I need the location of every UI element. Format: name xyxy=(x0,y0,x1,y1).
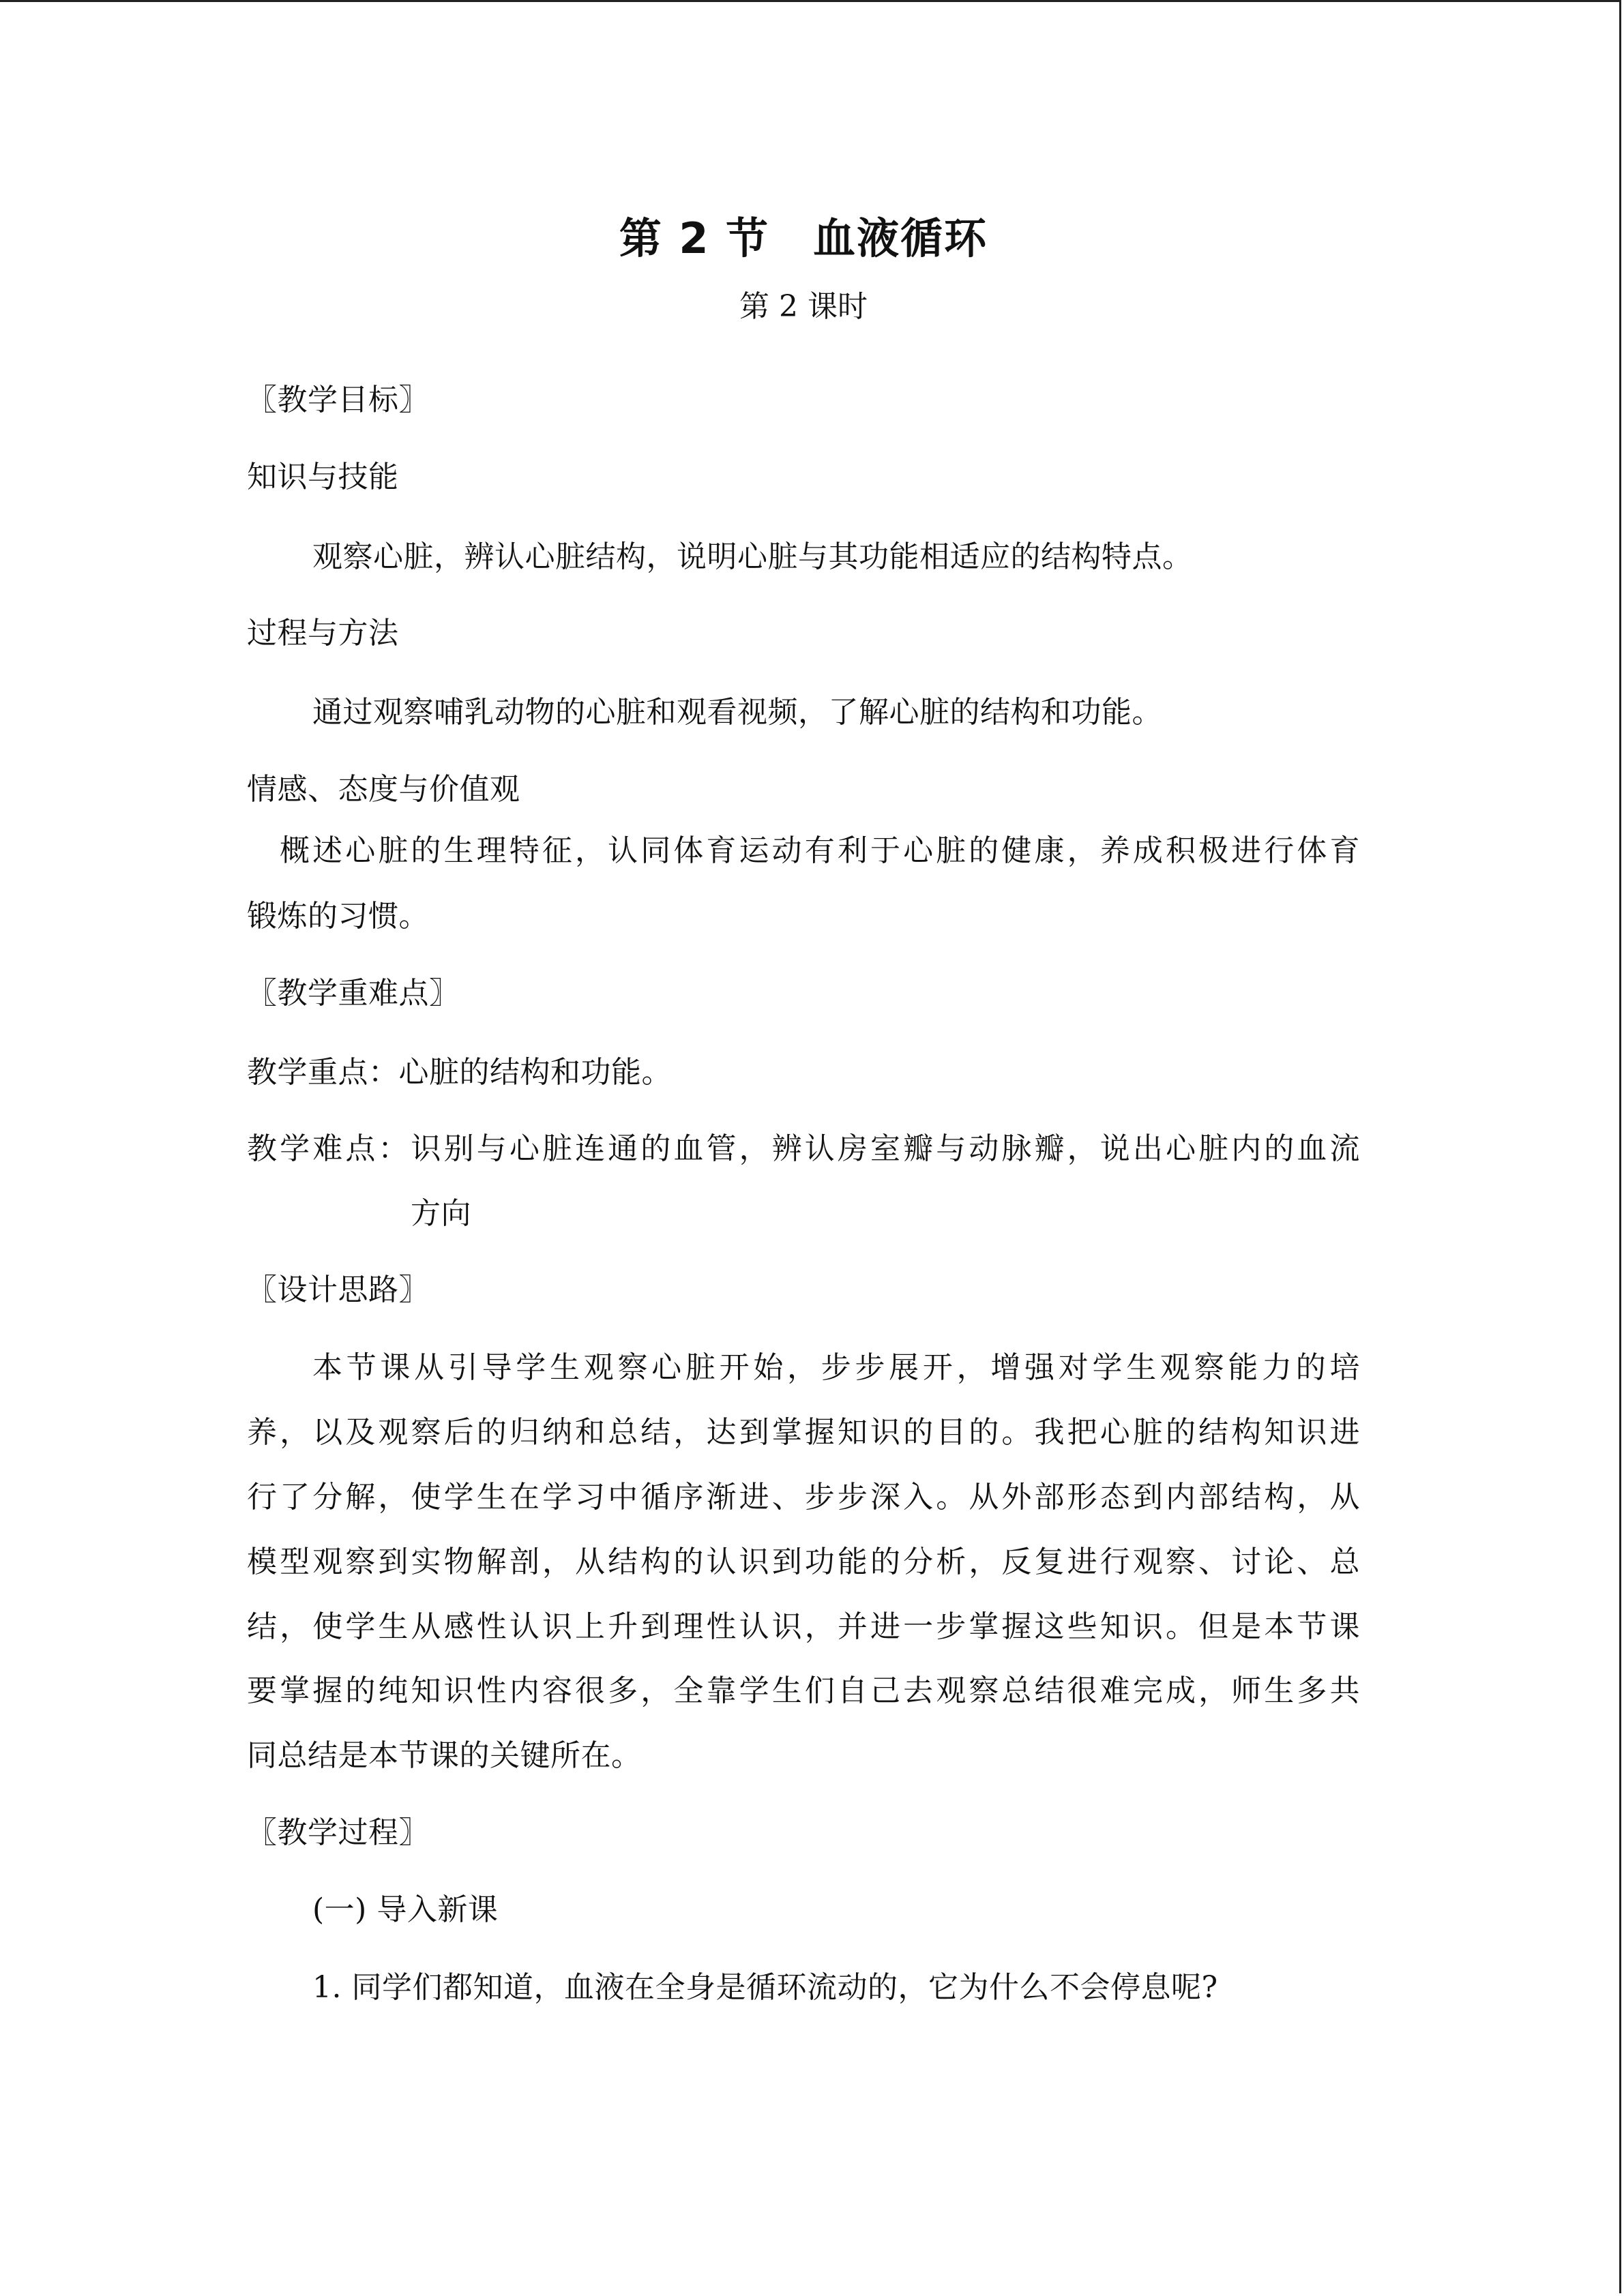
design-line-6: 要掌握的纯知识性内容很多，全靠学生们自己去观察总结很难完成，师生多共 xyxy=(247,1673,1360,1708)
design-line-1: 本节课从引导学生观察心脏开始，步步展开，增强对学生观察能力的培 xyxy=(312,1350,1360,1385)
intro-question-1: 1. 同学们都知道，血液在全身是循环流动的，它为什么不会停息呢? xyxy=(312,1970,1218,2005)
emotion-text-line-1: 概述心脏的生理特征，认同体育运动有利于心脏的健康，养成积极进行体育 xyxy=(280,833,1360,868)
design-line-4: 模型观察到实物解剖，从结构的认识到功能的分析，反复进行观察、讨论、总 xyxy=(247,1545,1360,1579)
process-heading: 过程与方法 xyxy=(247,616,399,651)
intro-heading: (一) 导入新课 xyxy=(312,1892,499,1927)
emotion-heading: 情感、态度与价值观 xyxy=(247,772,520,807)
design-line-2: 养，以及观察后的归纳和总结，达到掌握知识的目的。我把心脏的结构知识进 xyxy=(247,1415,1360,1450)
knowledge-text: 观察心脏，辨认心脏结构，说明心脏与其功能相适应的结构特点。 xyxy=(312,539,1193,574)
process-steps-heading: 〖教学过程〗 xyxy=(247,1815,429,1850)
design-heading: 〖设计思路〗 xyxy=(247,1272,429,1307)
design-line-3: 行了分解，使学生在学习中循序渐进、步步深入。从外部形态到内部结构，从 xyxy=(247,1480,1360,1515)
design-line-7: 同总结是本节课的关键所在。 xyxy=(247,1738,642,1773)
knowledge-heading: 知识与技能 xyxy=(247,460,399,494)
emotion-text-line-2: 锻炼的习惯。 xyxy=(247,899,429,934)
difficulty-text-line-1: 教学难点：识别与心脏连通的血管，辨认房室瓣与动脉瓣，说出心脏内的血流 xyxy=(247,1131,1360,1166)
keypoints-heading: 〖教学重难点〗 xyxy=(247,976,460,1011)
process-text: 通过观察哺乳动物的心脏和观看视频，了解心脏的结构和功能。 xyxy=(312,695,1162,730)
design-line-5: 结，使学生从感性认识上升到理性认识，并进一步掌握这些知识。但是本节课 xyxy=(247,1609,1360,1644)
page-subtitle: 第 2 课时 xyxy=(739,289,868,324)
page-title: 第 2 节 血液循环 xyxy=(619,213,988,263)
difficulty-text-line-2: 方向 xyxy=(411,1196,471,1231)
focus-text: 教学重点：心脏的结构和功能。 xyxy=(247,1055,672,1090)
objectives-heading: 〖教学目标〗 xyxy=(247,383,429,417)
